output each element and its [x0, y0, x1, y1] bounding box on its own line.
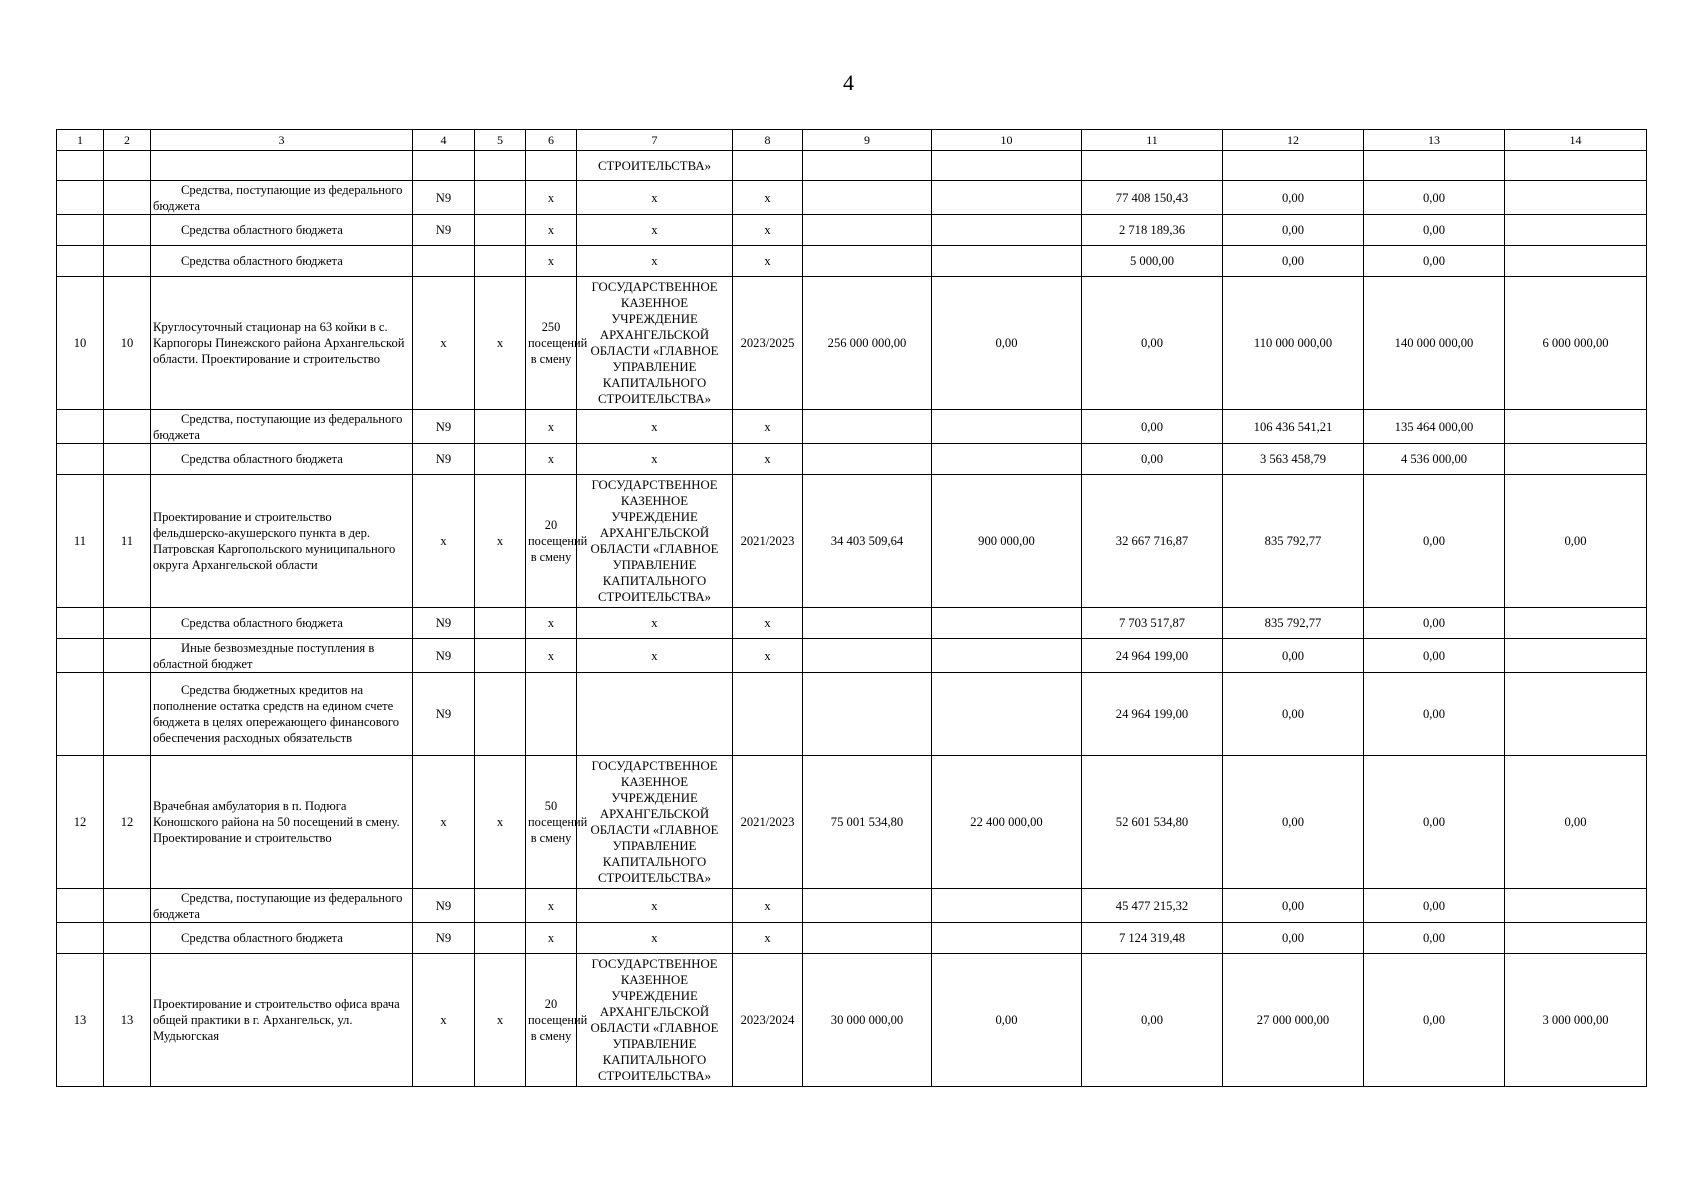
table-cell: 12 — [104, 756, 151, 889]
table-cell — [475, 151, 526, 181]
column-header: 6 — [526, 130, 577, 151]
table-cell: x — [577, 608, 733, 639]
table-cell — [475, 923, 526, 954]
table-cell: 4 536 000,00 — [1364, 444, 1505, 475]
table-cell: 256 000 000,00 — [803, 277, 932, 410]
table-cell: 20 посещений в смену — [526, 475, 577, 608]
table-cell: 0,00 — [1364, 673, 1505, 756]
table-cell: x — [475, 277, 526, 410]
table-cell: Проектирование и строительство офиса врача общей практики в г. Архангельск, ул. Мудьюгская — [151, 954, 413, 1087]
column-header: 1 — [57, 130, 104, 151]
table-cell — [1505, 151, 1647, 181]
table-cell: x — [733, 889, 803, 923]
table-cell: x — [475, 475, 526, 608]
table-cell — [104, 215, 151, 246]
table-cell: 2023/2024 — [733, 954, 803, 1087]
table-cell — [57, 246, 104, 277]
table-cell: Средства, поступающие из федерального бюджета — [151, 410, 413, 444]
table-cell — [413, 151, 475, 181]
table-cell: 5 000,00 — [1082, 246, 1223, 277]
table-cell: x — [733, 181, 803, 215]
table-cell — [57, 639, 104, 673]
table-cell — [932, 246, 1082, 277]
table-cell: x — [577, 215, 733, 246]
table-cell — [475, 181, 526, 215]
table-row — [57, 181, 1647, 215]
table-cell — [803, 608, 932, 639]
table-row — [57, 954, 1647, 1087]
table-cell: 0,00 — [1082, 444, 1223, 475]
table-cell: N9 — [413, 608, 475, 639]
table-cell: ГОСУДАРСТВЕННОЕ КАЗЕННОЕ УЧРЕЖДЕНИЕ АРХАНГЕЛЬСКОЙ ОБЛАСТИ «ГЛАВНОЕ УПРАВЛЕНИЕ КАПИТАЛЬНОГО СТРОИТЕЛЬСТВА» — [577, 475, 733, 608]
table-cell: 0,00 — [1364, 923, 1505, 954]
header-row — [57, 130, 1647, 151]
table-cell — [104, 246, 151, 277]
table-cell: 2 718 189,36 — [1082, 215, 1223, 246]
table-cell: 11 — [104, 475, 151, 608]
table-cell — [1505, 410, 1647, 444]
table-cell — [104, 608, 151, 639]
table-cell: 27 000 000,00 — [1223, 954, 1364, 1087]
table-cell: 2021/2023 — [733, 475, 803, 608]
table-cell — [475, 673, 526, 756]
table-cell: Средства областного бюджета — [151, 923, 413, 954]
table-cell — [475, 444, 526, 475]
table-cell — [57, 923, 104, 954]
table-cell — [1223, 151, 1364, 181]
table-cell — [57, 608, 104, 639]
table-cell — [526, 151, 577, 181]
table-cell — [1505, 639, 1647, 673]
table-cell — [932, 410, 1082, 444]
table-row — [57, 215, 1647, 246]
table-cell — [733, 151, 803, 181]
table-cell: x — [526, 410, 577, 444]
table-cell — [1505, 215, 1647, 246]
table-cell — [475, 215, 526, 246]
table-cell: 3 000 000,00 — [1505, 954, 1647, 1087]
table-cell — [803, 889, 932, 923]
table-cell: x — [526, 889, 577, 923]
table-cell: N9 — [413, 673, 475, 756]
table-cell: N9 — [413, 215, 475, 246]
table-cell: x — [577, 181, 733, 215]
column-header: 9 — [803, 130, 932, 151]
table-row — [57, 151, 1647, 181]
table-cell — [475, 639, 526, 673]
table-row — [57, 608, 1647, 639]
table-cell: 12 — [57, 756, 104, 889]
table-cell: x — [526, 215, 577, 246]
table-row — [57, 673, 1647, 756]
table-cell — [932, 923, 1082, 954]
column-header: 11 — [1082, 130, 1223, 151]
table-cell: 0,00 — [1364, 608, 1505, 639]
table-cell — [803, 151, 932, 181]
table-cell: x — [526, 444, 577, 475]
table-cell: 2021/2023 — [733, 756, 803, 889]
table-cell: 52 601 534,80 — [1082, 756, 1223, 889]
table-cell: x — [577, 639, 733, 673]
table-cell — [932, 608, 1082, 639]
table-cell: 0,00 — [1364, 215, 1505, 246]
table-cell: N9 — [413, 923, 475, 954]
table-cell: 0,00 — [1223, 215, 1364, 246]
table-cell: x — [733, 215, 803, 246]
column-header: 8 — [733, 130, 803, 151]
table-row — [57, 410, 1647, 444]
table-cell: 0,00 — [1223, 673, 1364, 756]
table-cell — [803, 181, 932, 215]
table-cell: Средства областного бюджета — [151, 608, 413, 639]
table-cell: 7 124 319,48 — [1082, 923, 1223, 954]
table-cell: 0,00 — [1364, 181, 1505, 215]
table-cell: 20 посещений в смену — [526, 954, 577, 1087]
table-cell — [932, 444, 1082, 475]
table-cell: 900 000,00 — [932, 475, 1082, 608]
table-cell — [1505, 889, 1647, 923]
table-cell: x — [577, 246, 733, 277]
column-header: 4 — [413, 130, 475, 151]
table-cell: 0,00 — [1364, 639, 1505, 673]
table-cell: 0,00 — [932, 277, 1082, 410]
table-cell — [1082, 151, 1223, 181]
table-cell — [104, 410, 151, 444]
table-cell — [57, 215, 104, 246]
column-header: 13 — [1364, 130, 1505, 151]
table-cell: x — [733, 444, 803, 475]
table-cell: x — [413, 475, 475, 608]
table-cell: x — [526, 639, 577, 673]
table-cell: x — [733, 923, 803, 954]
table-row — [57, 246, 1647, 277]
table-cell: x — [733, 639, 803, 673]
table-cell: Круглосуточный стационар на 63 койки в с. Карпогоры Пинежского района Архангельской области. Проектирование и строительство — [151, 277, 413, 410]
table-cell: Средства, поступающие из федерального бюджета — [151, 181, 413, 215]
table-cell — [577, 673, 733, 756]
table-cell: 11 — [57, 475, 104, 608]
table-cell: 0,00 — [1223, 246, 1364, 277]
table-cell: x — [577, 410, 733, 444]
table-cell: 0,00 — [932, 954, 1082, 1087]
table-cell: 0,00 — [1223, 639, 1364, 673]
table-cell: 135 464 000,00 — [1364, 410, 1505, 444]
table-cell — [475, 889, 526, 923]
table-cell — [475, 410, 526, 444]
table-cell — [151, 151, 413, 181]
table-cell — [1364, 151, 1505, 181]
table-cell: 0,00 — [1223, 889, 1364, 923]
table-cell — [932, 889, 1082, 923]
column-header: 7 — [577, 130, 733, 151]
column-header: 5 — [475, 130, 526, 151]
table-cell: Средства бюджетных кредитов на пополнение остатка средств на едином счете бюджета в целях опережающего финансового обеспечения расходных обязательств — [151, 673, 413, 756]
table-cell: ГОСУДАРСТВЕННОЕ КАЗЕННОЕ УЧРЕЖДЕНИЕ АРХАНГЕЛЬСКОЙ ОБЛАСТИ «ГЛАВНОЕ УПРАВЛЕНИЕ КАПИТАЛЬНОГО СТРОИТЕЛЬСТВА» — [577, 954, 733, 1087]
table-cell — [57, 151, 104, 181]
table-cell — [526, 673, 577, 756]
table-cell — [104, 673, 151, 756]
table-cell: Средства областного бюджета — [151, 215, 413, 246]
table-cell: x — [526, 246, 577, 277]
table-cell: N9 — [413, 639, 475, 673]
table-row — [57, 889, 1647, 923]
table-cell: x — [733, 608, 803, 639]
table-cell: 0,00 — [1223, 923, 1364, 954]
table-cell: x — [526, 181, 577, 215]
table-cell — [57, 673, 104, 756]
table-cell — [932, 151, 1082, 181]
table-cell — [1505, 181, 1647, 215]
table-cell: 10 — [57, 277, 104, 410]
table-cell: 0,00 — [1082, 277, 1223, 410]
table-cell: 0,00 — [1364, 756, 1505, 889]
table-cell: Врачебная амбулатория в п. Подюга Коношского района на 50 посещений в смену. Проектирование и строительство — [151, 756, 413, 889]
table-cell: 0,00 — [1082, 954, 1223, 1087]
table-cell — [475, 246, 526, 277]
table-cell: 30 000 000,00 — [803, 954, 932, 1087]
table-cell: 22 400 000,00 — [932, 756, 1082, 889]
table-cell: N9 — [413, 181, 475, 215]
table-cell: 77 408 150,43 — [1082, 181, 1223, 215]
table-cell — [932, 215, 1082, 246]
column-header: 3 — [151, 130, 413, 151]
table-cell: x — [475, 756, 526, 889]
table-cell: x — [733, 410, 803, 444]
table-cell: x — [475, 954, 526, 1087]
table-cell: Средства, поступающие из федерального бюджета — [151, 889, 413, 923]
table-cell: 0,00 — [1223, 181, 1364, 215]
table-cell: 106 436 541,21 — [1223, 410, 1364, 444]
table-cell — [104, 639, 151, 673]
table-cell — [104, 923, 151, 954]
table-cell: 0,00 — [1505, 475, 1647, 608]
table-cell: 24 964 199,00 — [1082, 673, 1223, 756]
table-cell — [803, 673, 932, 756]
table-cell: x — [413, 756, 475, 889]
table-cell: ГОСУДАРСТВЕННОЕ КАЗЕННОЕ УЧРЕЖДЕНИЕ АРХАНГЕЛЬСКОЙ ОБЛАСТИ «ГЛАВНОЕ УПРАВЛЕНИЕ КАПИТАЛЬНОГО СТРОИТЕЛЬСТВА» — [577, 277, 733, 410]
table-cell: СТРОИТЕЛЬСТВА» — [577, 151, 733, 181]
table-cell: x — [733, 246, 803, 277]
table-cell — [57, 181, 104, 215]
table-row — [57, 444, 1647, 475]
table-cell: 0,00 — [1505, 756, 1647, 889]
column-header: 2 — [104, 130, 151, 151]
table-cell — [1505, 246, 1647, 277]
table-cell — [104, 444, 151, 475]
table-cell: 7 703 517,87 — [1082, 608, 1223, 639]
table-cell: x — [526, 923, 577, 954]
table-cell — [104, 151, 151, 181]
table-cell: 24 964 199,00 — [1082, 639, 1223, 673]
table-cell — [57, 889, 104, 923]
table-cell — [803, 246, 932, 277]
table-cell — [57, 410, 104, 444]
table-cell — [413, 246, 475, 277]
table-cell: Средства областного бюджета — [151, 444, 413, 475]
table-cell: 6 000 000,00 — [1505, 277, 1647, 410]
table-cell: x — [577, 444, 733, 475]
table-cell: 3 563 458,79 — [1223, 444, 1364, 475]
table-cell — [1505, 444, 1647, 475]
table-cell: N9 — [413, 410, 475, 444]
table-cell — [1505, 923, 1647, 954]
table-cell — [475, 608, 526, 639]
table-cell: Иные безвозмездные поступления в областной бюджет — [151, 639, 413, 673]
table-cell: x — [577, 889, 733, 923]
table-cell — [932, 673, 1082, 756]
column-header: 10 — [932, 130, 1082, 151]
page-number: 4 — [843, 70, 854, 95]
table-cell: N9 — [413, 889, 475, 923]
table-cell: x — [413, 277, 475, 410]
table-cell — [932, 639, 1082, 673]
table-cell: 45 477 215,32 — [1082, 889, 1223, 923]
table-cell — [803, 444, 932, 475]
table-row — [57, 923, 1647, 954]
table-cell: Средства областного бюджета — [151, 246, 413, 277]
table-cell: 110 000 000,00 — [1223, 277, 1364, 410]
table-cell: Проектирование и строительство фельдшерско-акушерского пункта в дер. Патровская Каргопольского муниципального округа Архангельской области — [151, 475, 413, 608]
table-cell: x — [577, 923, 733, 954]
table-cell — [803, 923, 932, 954]
table-cell: 34 403 509,64 — [803, 475, 932, 608]
table-cell: ГОСУДАРСТВЕННОЕ КАЗЕННОЕ УЧРЕЖДЕНИЕ АРХАНГЕЛЬСКОЙ ОБЛАСТИ «ГЛАВНОЕ УПРАВЛЕНИЕ КАПИТАЛЬНОГО СТРОИТЕЛЬСТВА» — [577, 756, 733, 889]
table-cell: 0,00 — [1364, 954, 1505, 1087]
table-row — [57, 475, 1647, 608]
table-cell: 75 001 534,80 — [803, 756, 932, 889]
column-header: 12 — [1223, 130, 1364, 151]
table-cell — [57, 444, 104, 475]
table-cell — [104, 181, 151, 215]
table-cell: 0,00 — [1223, 756, 1364, 889]
budget-table — [56, 129, 1647, 1087]
table-cell: 10 — [104, 277, 151, 410]
table-cell: 50 посещений в смену — [526, 756, 577, 889]
table-cell: 13 — [57, 954, 104, 1087]
table-cell — [803, 639, 932, 673]
table-cell — [104, 889, 151, 923]
table-cell: 835 792,77 — [1223, 475, 1364, 608]
table-cell: 2023/2025 — [733, 277, 803, 410]
table-cell — [803, 410, 932, 444]
table-cell: N9 — [413, 444, 475, 475]
table-cell — [803, 215, 932, 246]
table-cell — [1505, 673, 1647, 756]
table-cell: 13 — [104, 954, 151, 1087]
table-row — [57, 639, 1647, 673]
table-cell: 835 792,77 — [1223, 608, 1364, 639]
table-cell: 32 667 716,87 — [1082, 475, 1223, 608]
table-cell: x — [413, 954, 475, 1087]
table-cell: 250 посещений в смену — [526, 277, 577, 410]
table-cell: 0,00 — [1364, 246, 1505, 277]
table-cell: 0,00 — [1364, 475, 1505, 608]
table-cell — [932, 181, 1082, 215]
table-cell — [1505, 608, 1647, 639]
table-cell — [733, 673, 803, 756]
table-cell: 0,00 — [1082, 410, 1223, 444]
table-cell: x — [526, 608, 577, 639]
table-cell: 140 000 000,00 — [1364, 277, 1505, 410]
column-header: 14 — [1505, 130, 1647, 151]
table-row — [57, 277, 1647, 410]
table-row — [57, 756, 1647, 889]
table-cell: 0,00 — [1364, 889, 1505, 923]
